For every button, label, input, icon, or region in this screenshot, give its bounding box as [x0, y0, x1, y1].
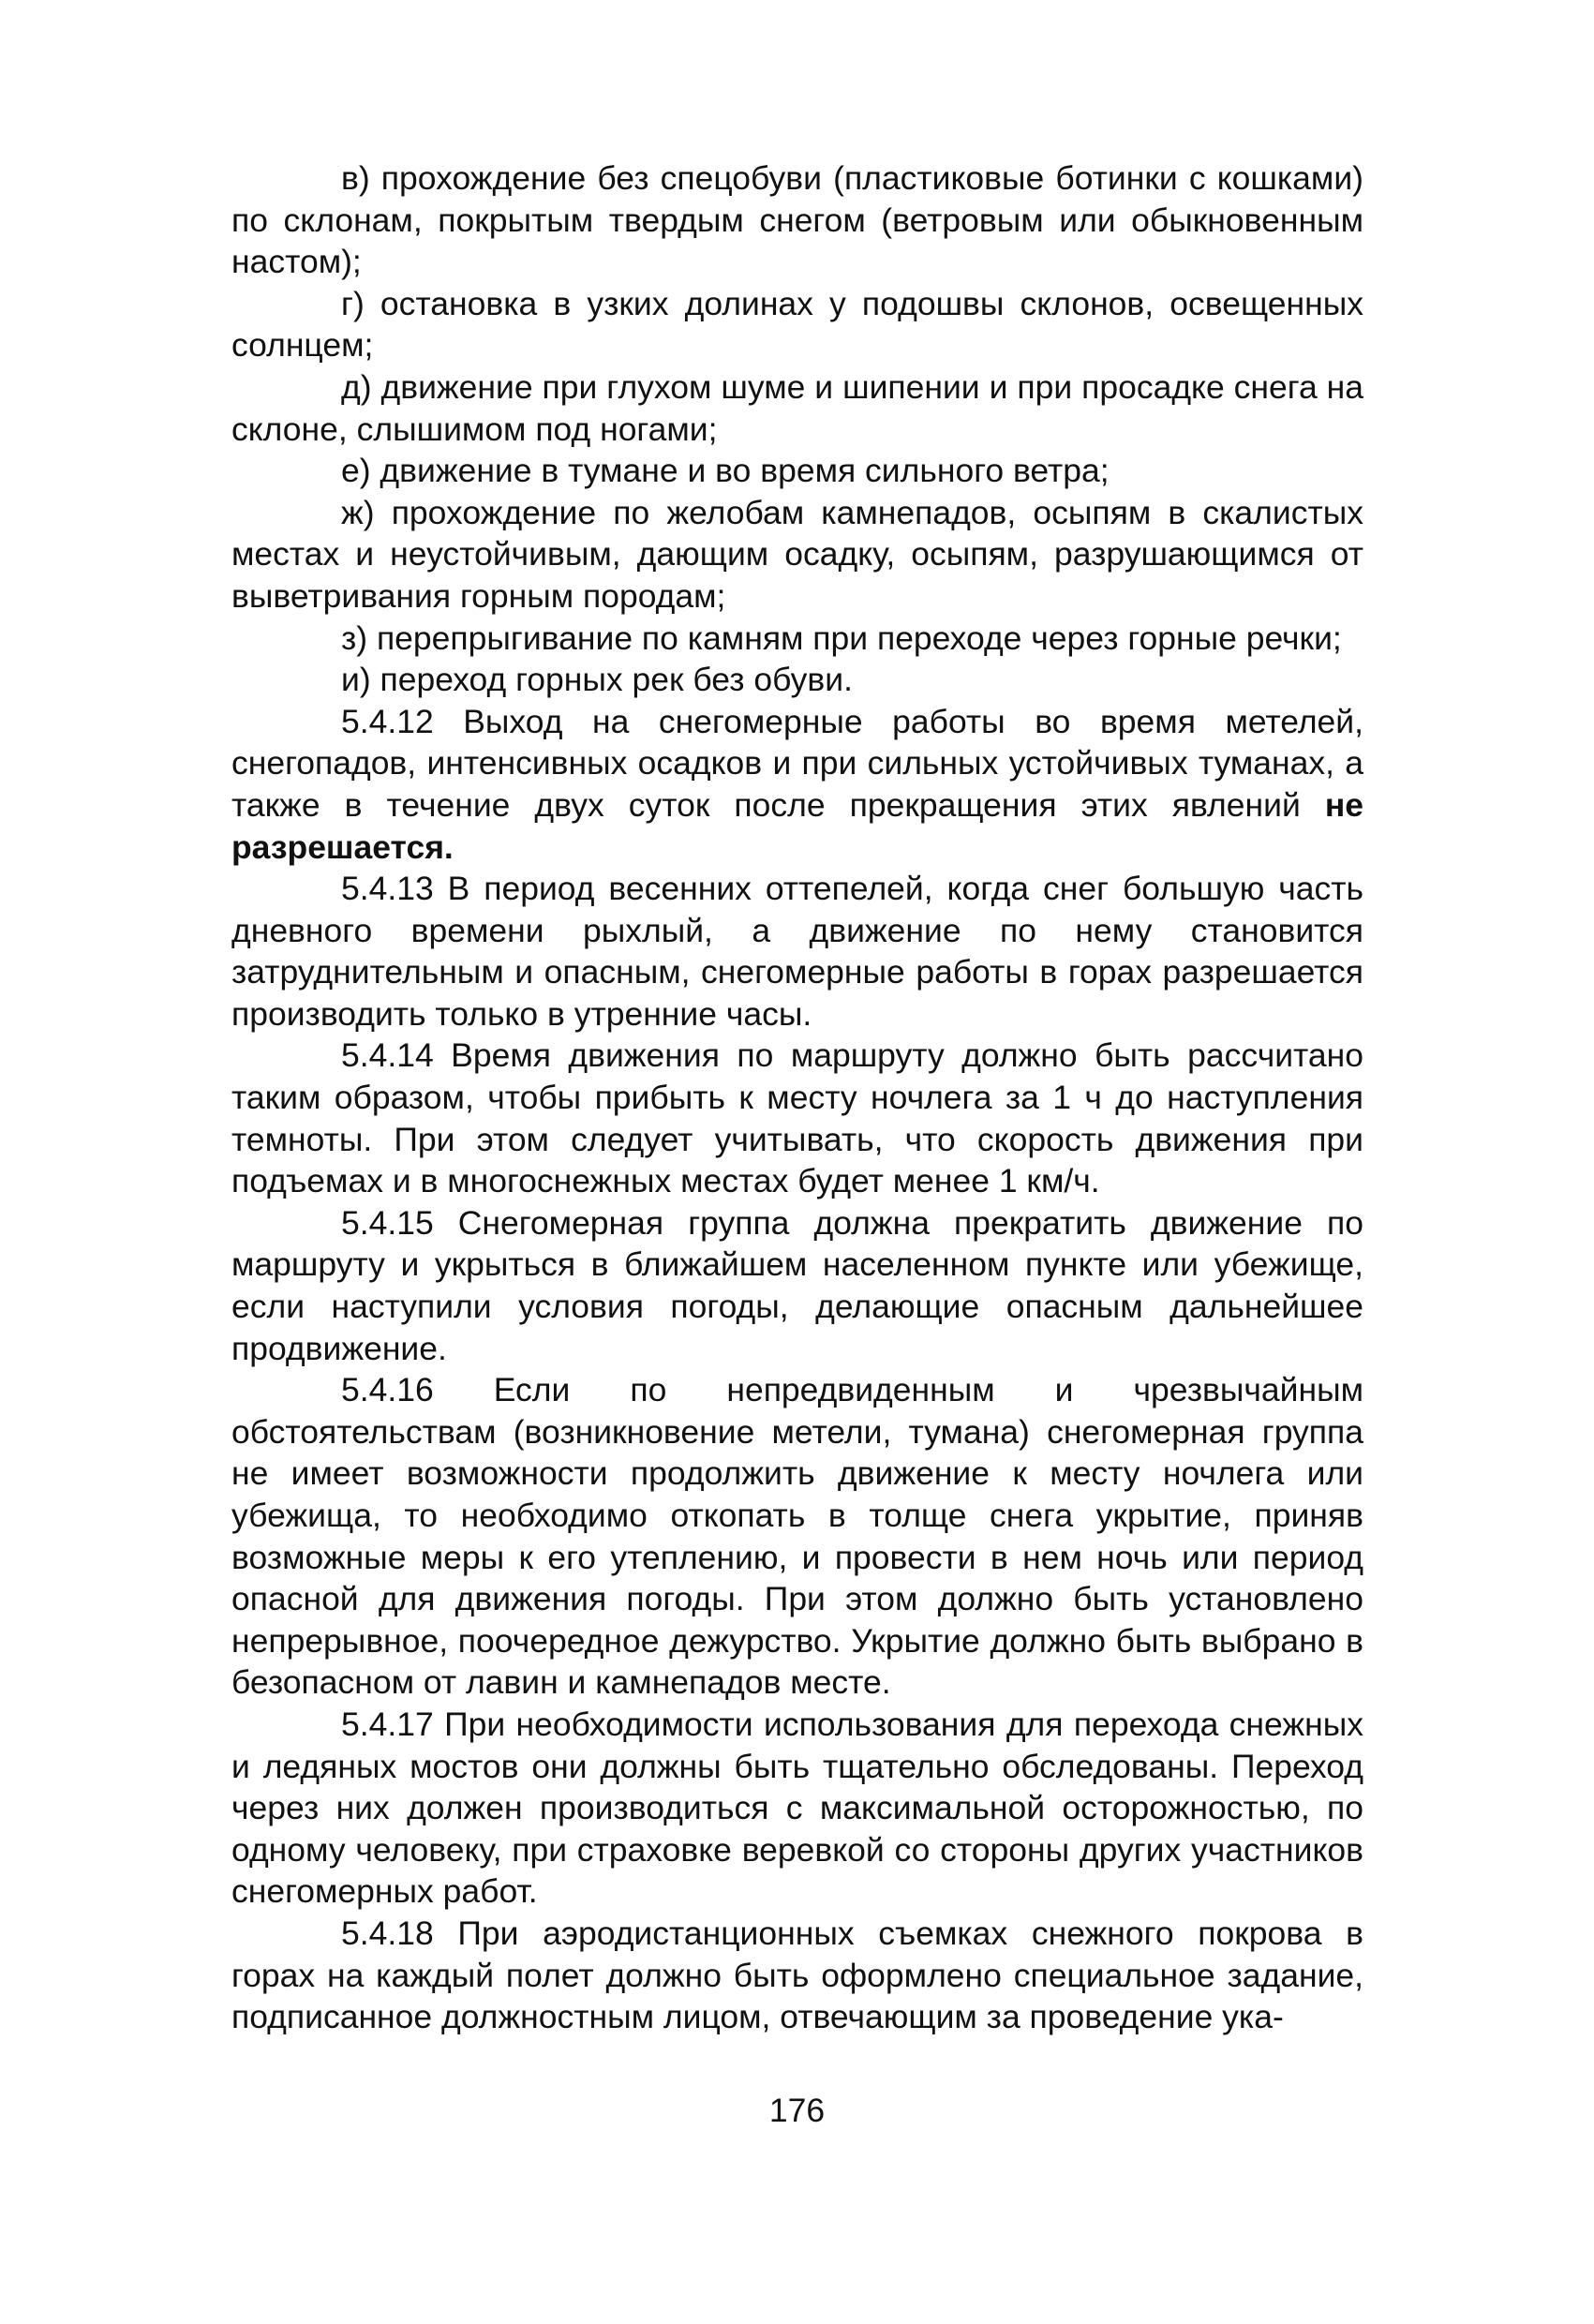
paragraph-item-d: д) движение при глухом шуме и шипении и при просадке снега на склоне, слышимом под ногами; [231, 367, 1363, 448]
paragraph-5-4-18: 5.4.18 При аэродистанционных съемках снежного покрова в горах на каждый полет должно быть оформлено специальное задание, подписанное должностным лицом, отвечающим за проведение ука- [231, 1914, 1363, 2036]
paragraph-5-4-17: 5.4.17 При необходимости использования для перехода снежных и ледяных мостов они должны быть тщательно обследованы. Переход через них должен производиться с максимальной осторожностью, по одному человеку, при страховке веревкой со стороны других участников снегомерных работ. [231, 1705, 1363, 1911]
paragraph-5-4-15: 5.4.15 Снегомерная группа должна прекратить движение по маршруту и укрыться в ближайшем населенном пункте или убежище, если наступили условия погоды, делающие опасным дальнейшее продвижение. [231, 1203, 1363, 1367]
paragraph-item-i: и) переход горных рек без обуви. [341, 661, 853, 699]
paragraph-5-4-14: 5.4.14 Время движения по маршруту должно быть рассчитано таким образом, чтобы прибыть к месту ночлега за 1 ч до наступления темноты. При этом следует учитывать, что скорость движения при подъемах и в многоснежных местах будет менее 1 км/ч. [231, 1036, 1363, 1200]
paragraph-5-4-13: 5.4.13 В период весенних оттепелей, когда снег большую часть дневного времени рыхлый, а движение по нему становится затруднительным и опасным, снегомерные работы в горах разрешается производить только в утренние часы. [231, 870, 1363, 1033]
paragraph-item-g: г) остановка в узких долинах у подошвы склонов, освещенных солнцем; [231, 284, 1363, 365]
page-number: 176 [768, 2092, 826, 2129]
paragraph-5-4-16: 5.4.16 Если по непредвиденным и чрезвычайным обстоятельствам (возникновение метели, тумана) снегомерная группа не имеет возможности продолжить движение к месту ночлега или убежища, то необходимо откопать в толще снега укрытие, приняв возможные меры к его утеплению, и провести в нем ночь или период опасной для движения погоды. При этом должно быть установлено непрерывное, поочередное дежурство. Укрытие должно быть выбрано в безопасном от лавин и камнепадов месте. [231, 1371, 1363, 1702]
paragraph-item-zh: ж) прохождение по желобам камнепадов, осыпям в скалистых местах и неустойчивым, дающим осадку, осыпям, разрушающимся от выветривания горным породам; [231, 493, 1363, 615]
emphasis-not-allowed: не разрешается. [231, 785, 1363, 866]
page-body [231, 157, 1363, 2038]
paragraph-5-4-12: 5.4.12 Выход на снегомерные работы во время метелей, снегопадов, интенсивных осадков и при сильных устойчивых туманах, а также в течение двух суток после прекращения этих явлений не разрешается. [231, 702, 1363, 866]
paragraph-item-e: е) движение в тумане и во время сильного ветра; [341, 452, 1110, 490]
paragraph-item-v: в) прохождение без спецобуви (пластиковые ботинки с кошками) по склонам, покрытым твердым снегом (ветровым или обыкновенным настом); [231, 159, 1363, 281]
paragraph-item-z: з) перепрыгивание по камням при переходе через горные речки; [341, 618, 1342, 657]
